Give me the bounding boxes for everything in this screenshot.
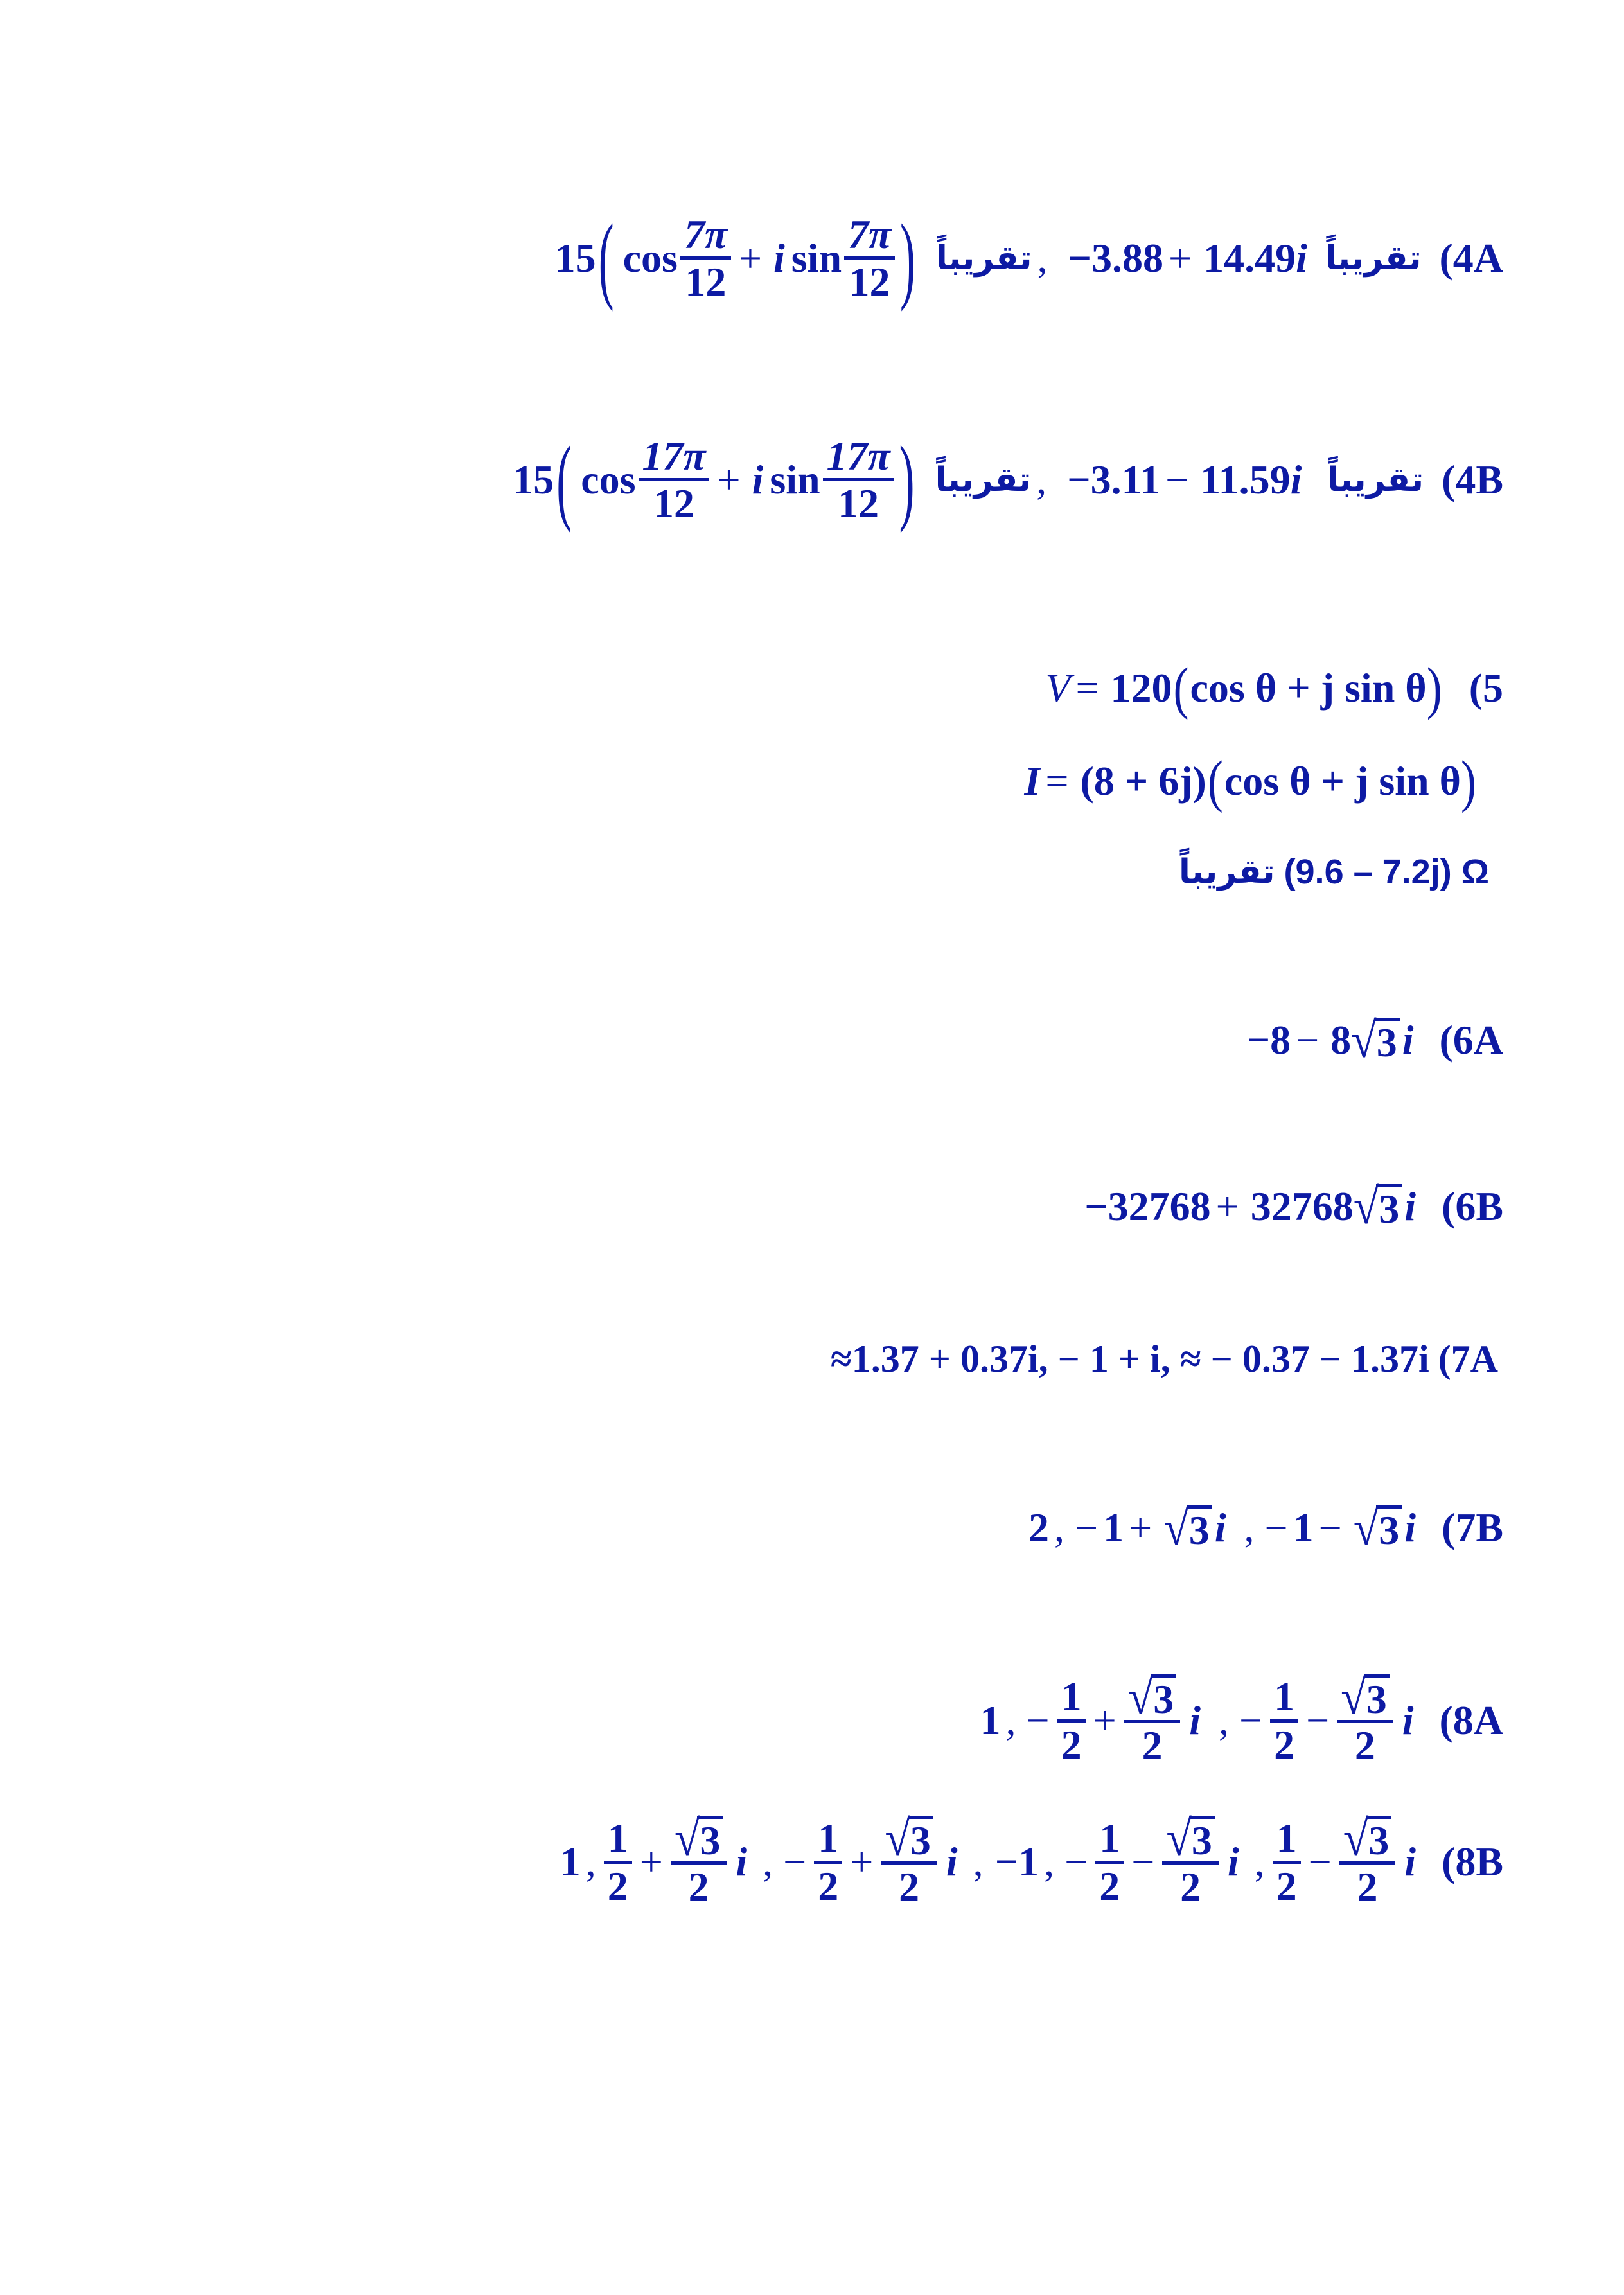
fraction-numerator: 17π bbox=[823, 434, 894, 481]
radicand: 3 bbox=[1364, 1674, 1390, 1720]
fraction-denominator: 2 bbox=[899, 1864, 920, 1910]
cos-text: cos bbox=[622, 235, 678, 281]
answer-5-current bbox=[1024, 749, 1478, 813]
answer-5-voltage bbox=[1045, 656, 1503, 720]
half-fraction bbox=[1270, 1674, 1298, 1766]
sqrt3-over-2 bbox=[1124, 1669, 1181, 1768]
minus-sign: − bbox=[783, 1839, 807, 1885]
left-paren: ( bbox=[1173, 656, 1189, 720]
item-label: (4B bbox=[1442, 456, 1503, 502]
sqrt-coef: 8 bbox=[1330, 1017, 1352, 1063]
minus-sign: − bbox=[1264, 1505, 1288, 1550]
answer-6A bbox=[1246, 1012, 1503, 1068]
minus-sign: − bbox=[1131, 1839, 1155, 1885]
polar-coef: 15 bbox=[513, 456, 554, 502]
equals-sign: = bbox=[1045, 758, 1069, 804]
half-fraction bbox=[814, 1816, 842, 1908]
real-part: −3.88 bbox=[1068, 235, 1164, 281]
approx-value: (9.6 – 7.2j) Ω bbox=[1284, 853, 1489, 891]
radical-sign: √ bbox=[1351, 1012, 1377, 1068]
imag-unit: i bbox=[1404, 1183, 1416, 1229]
left-paren: ( bbox=[598, 204, 614, 312]
impedance: (8 + 6j) bbox=[1080, 758, 1206, 804]
fraction-numerator: 1 bbox=[1095, 1816, 1124, 1863]
fraction-numerator bbox=[671, 1810, 727, 1866]
first-root: 2 bbox=[1028, 1505, 1050, 1550]
imag-unit: i bbox=[1290, 456, 1302, 502]
real-part: −32768 bbox=[1084, 1183, 1211, 1229]
radical-sign: √ bbox=[1341, 1669, 1366, 1725]
approx-word: تقريباً bbox=[1327, 460, 1424, 499]
voltage-symbol: V bbox=[1045, 665, 1071, 711]
radical-sign: √ bbox=[674, 1810, 700, 1866]
imag-unit: i bbox=[1189, 1697, 1201, 1744]
imag-unit: i bbox=[1402, 1697, 1414, 1744]
fraction-numerator: 7π bbox=[844, 212, 895, 260]
fraction-numerator bbox=[1162, 1810, 1219, 1866]
sqrt-three bbox=[1353, 1178, 1402, 1235]
angle-fraction bbox=[680, 212, 731, 304]
fraction-denominator: 12 bbox=[685, 259, 727, 305]
sqrt3-over-2 bbox=[1162, 1810, 1219, 1910]
radical-sign: √ bbox=[1163, 1500, 1189, 1556]
first-root: 1 bbox=[560, 1839, 581, 1885]
right-paren: ) bbox=[1461, 749, 1476, 813]
plus-sign: + bbox=[1093, 1697, 1116, 1744]
angle-fraction bbox=[639, 434, 710, 526]
angle-fraction bbox=[823, 434, 894, 526]
fraction-numerator: 1 bbox=[1270, 1674, 1298, 1722]
comma: , bbox=[1244, 1505, 1255, 1550]
half-fraction bbox=[604, 1816, 632, 1908]
polar-coef: 15 bbox=[554, 235, 596, 281]
answer-5-approx bbox=[1179, 855, 1489, 889]
sin-text: sin bbox=[791, 235, 842, 281]
fraction-denominator: 2 bbox=[1142, 1723, 1163, 1768]
comma: , bbox=[1218, 1697, 1229, 1744]
sqrt-three bbox=[1353, 1500, 1402, 1556]
answer-6B bbox=[1084, 1178, 1503, 1235]
comma: , bbox=[1005, 1697, 1016, 1744]
imag-part: 11.59 bbox=[1200, 456, 1291, 502]
sqrt-coef: 32768 bbox=[1250, 1183, 1354, 1229]
voltage-coef: 120 bbox=[1110, 665, 1172, 711]
approx-word: تقريباً bbox=[935, 238, 1032, 278]
radical-sign: √ bbox=[1353, 1500, 1379, 1556]
fraction-numerator: 1 bbox=[1273, 1816, 1301, 1863]
radical-sign: √ bbox=[1343, 1810, 1369, 1866]
radicand: 3 bbox=[1376, 1505, 1402, 1551]
sin-text: sin bbox=[770, 456, 820, 502]
right-paren: ) bbox=[899, 204, 915, 312]
radicand: 3 bbox=[1366, 1816, 1391, 1861]
imag-unit: i bbox=[946, 1839, 958, 1885]
fraction-denominator: 2 bbox=[1357, 1864, 1378, 1910]
plus-sign: + bbox=[717, 456, 741, 502]
radicand: 3 bbox=[908, 1816, 933, 1861]
fraction-denominator: 2 bbox=[688, 1864, 709, 1910]
answer-4B bbox=[513, 425, 1503, 534]
fraction-numerator bbox=[1337, 1669, 1393, 1725]
item-label: (8B bbox=[1442, 1839, 1503, 1885]
imag-unit: i bbox=[1227, 1839, 1239, 1885]
fraction-denominator: 2 bbox=[818, 1863, 839, 1909]
comma: , bbox=[1054, 1505, 1065, 1550]
radical-sign: √ bbox=[1353, 1178, 1379, 1235]
radical-sign: √ bbox=[885, 1810, 910, 1866]
radicand: 3 bbox=[1376, 1184, 1402, 1230]
comma: , bbox=[1044, 1839, 1055, 1885]
fraction-denominator: 2 bbox=[1354, 1723, 1375, 1768]
fraction-denominator: 2 bbox=[1180, 1864, 1201, 1910]
real-part: −8 bbox=[1246, 1017, 1291, 1063]
real-part: −3.11 bbox=[1067, 456, 1161, 502]
one: 1 bbox=[1293, 1505, 1314, 1550]
plus-sign: + bbox=[639, 1839, 663, 1885]
minus-sign: − bbox=[1075, 1505, 1099, 1550]
minus-sign: − bbox=[1026, 1697, 1050, 1744]
comma: , bbox=[1037, 235, 1048, 281]
radicand: 3 bbox=[697, 1816, 723, 1861]
fraction-numerator bbox=[881, 1810, 937, 1866]
first-root: 1 bbox=[980, 1697, 1001, 1744]
answer-7B bbox=[1028, 1500, 1503, 1556]
fraction-numerator: 17π bbox=[639, 434, 710, 481]
imag-unit: i bbox=[773, 235, 785, 281]
item-label: (7A bbox=[1438, 1338, 1498, 1380]
minus-sign: − bbox=[1064, 1839, 1088, 1885]
radicand: 3 bbox=[1187, 1505, 1212, 1551]
radicand: 3 bbox=[1374, 1018, 1400, 1063]
fraction-denominator: 2 bbox=[1061, 1721, 1082, 1768]
sqrt3-over-2 bbox=[881, 1810, 937, 1910]
one: 1 bbox=[1103, 1505, 1124, 1550]
fraction-numerator: 1 bbox=[604, 1816, 632, 1863]
half-fraction bbox=[1273, 1816, 1301, 1908]
radicand: 3 bbox=[1151, 1674, 1176, 1720]
minus-sign: − bbox=[1308, 1839, 1332, 1885]
sqrt3-over-2 bbox=[671, 1810, 727, 1910]
comma: , bbox=[585, 1839, 596, 1885]
trig-expression: cos θ + j sin θ bbox=[1224, 758, 1461, 804]
item-label: (4A bbox=[1439, 235, 1503, 281]
answer-4A bbox=[554, 204, 1503, 312]
trig-expression: cos θ + j sin θ bbox=[1190, 665, 1427, 711]
answer-7A bbox=[831, 1340, 1498, 1378]
approx-word: تقريباً bbox=[935, 460, 1032, 499]
imag-part: 14.49 bbox=[1203, 235, 1296, 281]
plus-sign: + bbox=[1129, 1505, 1152, 1550]
minus-sign: − bbox=[1165, 456, 1189, 502]
radicand: 3 bbox=[1189, 1816, 1215, 1861]
roots-text: ≈1.37 + 0.37i, − 1 + i, ≈ − 0.37 − 1.37i bbox=[830, 1338, 1429, 1380]
plus-sign: + bbox=[850, 1839, 874, 1885]
sqrt3-over-2 bbox=[1339, 1810, 1396, 1910]
left-paren: ( bbox=[1207, 749, 1223, 813]
half-fraction bbox=[1057, 1674, 1086, 1766]
item-label: (6B bbox=[1442, 1183, 1503, 1229]
imag-unit: i bbox=[752, 456, 764, 502]
radical-sign: √ bbox=[1127, 1669, 1154, 1725]
comma: , bbox=[973, 1839, 984, 1885]
imag-unit: i bbox=[1214, 1505, 1226, 1550]
item-label: (8A bbox=[1439, 1697, 1503, 1744]
plus-sign: + bbox=[1215, 1183, 1239, 1229]
angle-fraction bbox=[844, 212, 895, 304]
fraction-numerator bbox=[1124, 1669, 1181, 1725]
item-label: (6A bbox=[1439, 1017, 1503, 1063]
approx-word: تقريباً bbox=[1325, 238, 1422, 278]
imag-unit: i bbox=[736, 1839, 748, 1885]
fraction-denominator: 2 bbox=[607, 1863, 628, 1909]
fraction-numerator: 1 bbox=[814, 1816, 842, 1863]
imag-unit: i bbox=[1404, 1839, 1416, 1885]
minus-sign: − bbox=[1296, 1017, 1320, 1063]
right-paren: ) bbox=[899, 425, 915, 534]
left-paren: ( bbox=[556, 425, 572, 534]
approx-word: تقريباً bbox=[1178, 853, 1275, 891]
comma: , bbox=[1254, 1839, 1265, 1885]
half-fraction bbox=[1095, 1816, 1124, 1908]
sqrt-three bbox=[1163, 1500, 1212, 1556]
fraction-denominator: 12 bbox=[653, 481, 695, 527]
cos-text: cos bbox=[581, 456, 636, 502]
fraction-denominator: 2 bbox=[1099, 1863, 1120, 1909]
plus-sign: + bbox=[738, 235, 762, 281]
sqrt-three bbox=[1351, 1012, 1400, 1068]
fraction-denominator: 2 bbox=[1274, 1721, 1295, 1768]
item-label: (5 bbox=[1469, 665, 1503, 711]
middle-root: −1 bbox=[994, 1839, 1039, 1885]
equals-sign: = bbox=[1075, 665, 1099, 711]
plus-sign: + bbox=[1169, 235, 1192, 281]
right-paren: ) bbox=[1426, 656, 1442, 720]
fraction-denominator: 12 bbox=[838, 481, 879, 527]
fraction-numerator: 1 bbox=[1057, 1674, 1086, 1722]
item-label: (7B bbox=[1442, 1505, 1503, 1550]
minus-sign: − bbox=[1239, 1697, 1263, 1744]
fraction-numerator bbox=[1339, 1810, 1396, 1866]
answer-8B bbox=[560, 1810, 1503, 1910]
fraction-numerator: 7π bbox=[680, 212, 731, 260]
radical-sign: √ bbox=[1166, 1810, 1192, 1866]
imag-unit: i bbox=[1402, 1017, 1414, 1063]
imag-unit: i bbox=[1296, 235, 1307, 281]
imag-unit: i bbox=[1404, 1505, 1416, 1550]
sqrt3-over-2 bbox=[1337, 1669, 1393, 1768]
answer-8A bbox=[980, 1669, 1504, 1768]
comma: , bbox=[1036, 456, 1047, 502]
fraction-denominator: 2 bbox=[1276, 1863, 1297, 1909]
current-symbol: I bbox=[1024, 758, 1041, 804]
fraction-denominator: 12 bbox=[849, 259, 890, 305]
minus-sign: − bbox=[1306, 1697, 1330, 1744]
comma: , bbox=[763, 1839, 773, 1885]
minus-sign: − bbox=[1318, 1505, 1342, 1550]
